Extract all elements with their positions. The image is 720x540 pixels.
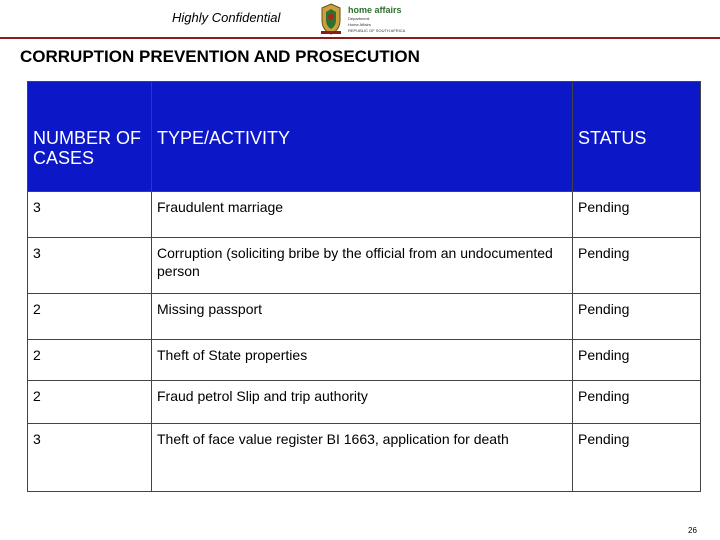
column-header-activity: TYPE/ACTIVITY	[152, 82, 573, 192]
table-row	[28, 238, 701, 294]
cell-activity: Missing passport	[152, 294, 573, 340]
cell-count: 3	[28, 238, 152, 294]
cell-status: Pending	[573, 294, 701, 340]
cell-activity: Fraud petrol Slip and trip authority	[152, 381, 573, 424]
table-row	[28, 294, 701, 340]
table-row	[28, 381, 701, 424]
cell-status: Pending	[573, 238, 701, 294]
coat-of-arms-icon	[318, 2, 344, 36]
cell-activity: Corruption (soliciting bribe by the official from an undocumented person	[152, 238, 573, 294]
cases-table	[27, 81, 701, 492]
column-header-status: STATUS	[573, 82, 701, 192]
column-header-count: NUMBER OF CASES	[28, 82, 152, 192]
cell-count: 2	[28, 340, 152, 381]
cell-status: Pending	[573, 340, 701, 381]
table-row	[28, 340, 701, 381]
cell-activity: Theft of State properties	[152, 340, 573, 381]
cell-count: 2	[28, 294, 152, 340]
cell-count: 3	[28, 192, 152, 238]
logo-sub-line: Department:	[348, 16, 371, 21]
cell-count: 2	[28, 381, 152, 424]
logo-brand-text: home affairs	[348, 5, 402, 15]
logo-sub-line: Home Affairs	[348, 22, 371, 27]
cell-activity: Fraudulent marriage	[152, 192, 573, 238]
home-affairs-logo	[318, 2, 413, 36]
table-row	[28, 192, 701, 238]
table-header-row	[28, 82, 701, 192]
cell-count: 3	[28, 424, 152, 492]
page-number: 26	[688, 526, 697, 535]
confidential-label: Highly Confidential	[172, 10, 281, 25]
cell-status: Pending	[573, 424, 701, 492]
header-divider	[0, 37, 720, 39]
cell-status: Pending	[573, 381, 701, 424]
page-title: CORRUPTION PREVENTION AND PROSECUTION	[20, 47, 420, 66]
table-row	[28, 424, 701, 492]
cell-status: Pending	[573, 192, 701, 238]
logo-sub-line: REPUBLIC OF SOUTH AFRICA	[348, 28, 406, 33]
cell-activity: Theft of face value register BI 1663, application for death	[152, 424, 573, 492]
